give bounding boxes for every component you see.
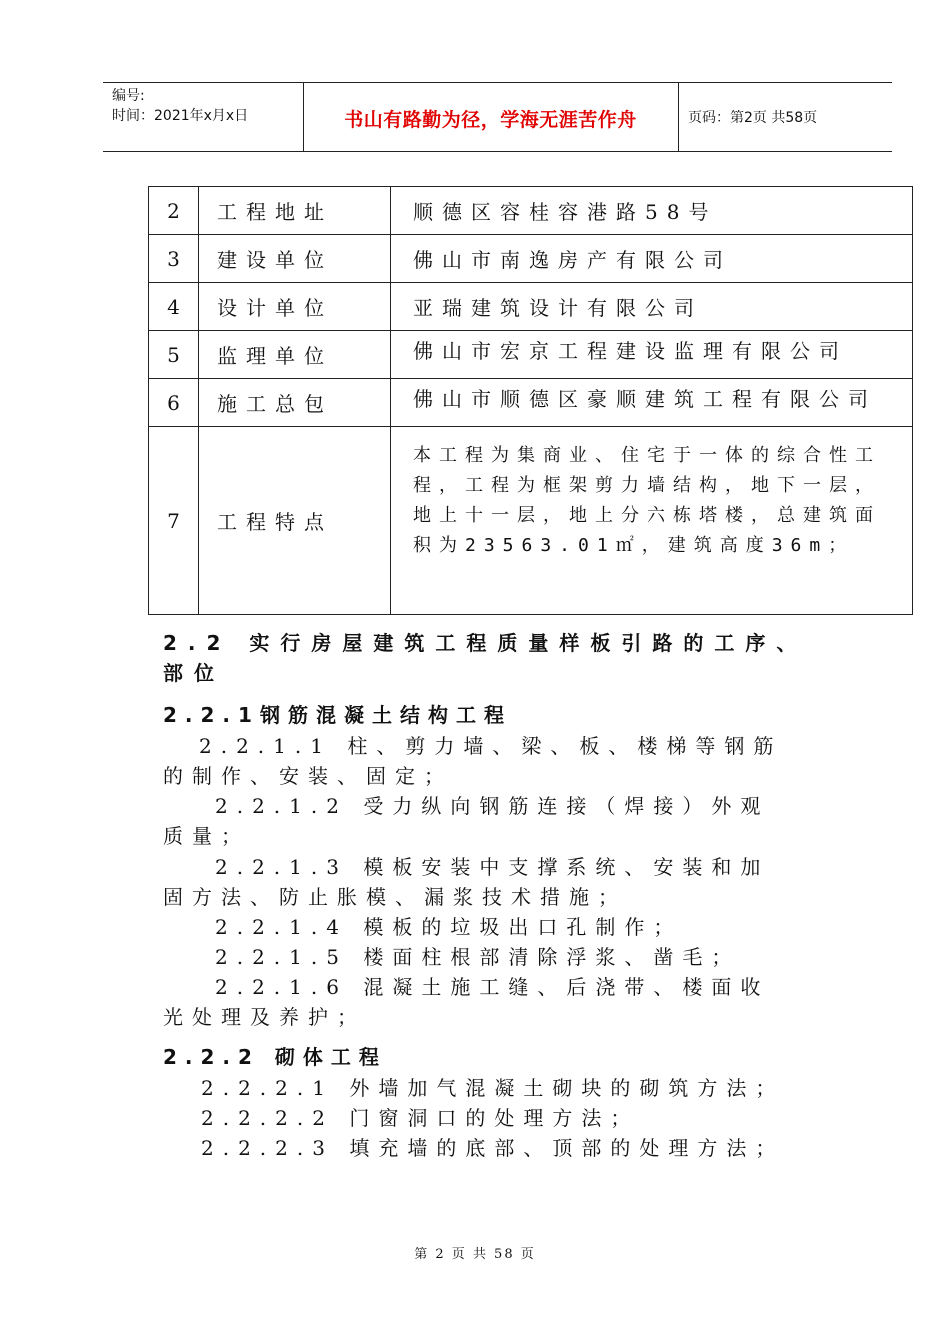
body-line: 质量； [163,824,250,848]
doc-number-label: 编号: [112,88,145,104]
row-number: 2 [149,187,199,235]
header-page-info: 页码：第2页 共58页 [688,110,818,126]
body-line: 光处理及养护； [163,1005,366,1029]
page-header [103,82,892,152]
row-value: 佛山市宏京工程建设监理有限公司 [413,339,848,363]
page-footer: 第 2 页 共 58 页 [414,1247,536,1262]
section-2-2-2-title: 2.2.2 砌体工程 [163,1045,387,1069]
row-value-cell [391,379,913,427]
body-line: 2.2.1.4 模板的垃圾出口孔制作； [215,915,683,939]
row-number: 7 [149,427,199,615]
row-name: 监理单位 [199,331,391,379]
table-row [149,331,913,379]
row-value: 亚瑞建筑设计有限公司 [391,283,913,331]
section-title-line: 部位 [163,661,225,685]
table-row [149,235,913,283]
section-2-2-1-title: 2.2.1钢筋混凝土结构工程 [163,703,512,727]
header-motto: 书山有路勤为径，学海无涯苦作舟 [344,109,637,131]
table-row [149,379,913,427]
body-line: 2.2.2.2 门窗洞口的处理方法； [201,1106,640,1130]
row-number: 5 [149,331,199,379]
body-line: 2.2.1.1 柱、剪力墙、梁、板、楼梯等钢筋 [199,734,783,758]
row-value: 佛山市南逸房产有限公司 [391,235,913,283]
body-line: 固方法、防止胀模、漏浆技术措施； [163,885,627,909]
header-meta [112,86,248,126]
body-line: 的制作、安装、固定； [163,764,453,788]
row-value: 顺德区容桂容港路58号 [391,187,913,235]
table-row [149,283,913,331]
row-name: 建设单位 [199,235,391,283]
row-name: 工程地址 [199,187,391,235]
row-name: 设计单位 [199,283,391,331]
row-name: 施工总包 [199,379,391,427]
body-line: 2.2.1.6 混凝土施工缝、后浇带、楼面收 [215,975,770,999]
body-line: 2.2.2.1 外墙加气混凝土砌块的砌筑方法； [201,1076,785,1100]
row-name: 工程特点 [199,427,391,615]
row-number: 6 [149,379,199,427]
row-number: 4 [149,283,199,331]
project-info-table [148,186,913,615]
body-line: 2.2.1.2 受力纵向钢筋连接（焊接）外观 [215,794,770,818]
table-row [149,187,913,235]
body-line: 2.2.1.3 模板安装中支撑系统、安装和加 [215,855,770,879]
row-value: 佛山市顺德区豪顺建筑工程有限公司 [413,387,877,411]
table-row [149,427,913,615]
body-line: 2.2.1.5 楼面柱根部清除浮浆、凿毛； [215,945,741,969]
time-label: 时间：2021年x月x日 [112,108,249,124]
row-value-cell [391,331,913,379]
row-number: 3 [149,235,199,283]
body-line: 2.2.2.3 填充墙的底部、顶部的处理方法； [201,1136,785,1160]
header-divider [678,83,679,151]
row-value: 本工程为集商业、住宅于一体的综合性工程，工程为框架剪力墙结构，地下一层，地上十一层，地上分六栋塔楼，总建筑面积为23563.01㎡，建筑高度36m； [391,427,913,615]
section-title-line: 2.2 实行房屋建筑工程质量样板引路的工序、 [163,631,808,655]
section-2-2-title [163,628,823,688]
